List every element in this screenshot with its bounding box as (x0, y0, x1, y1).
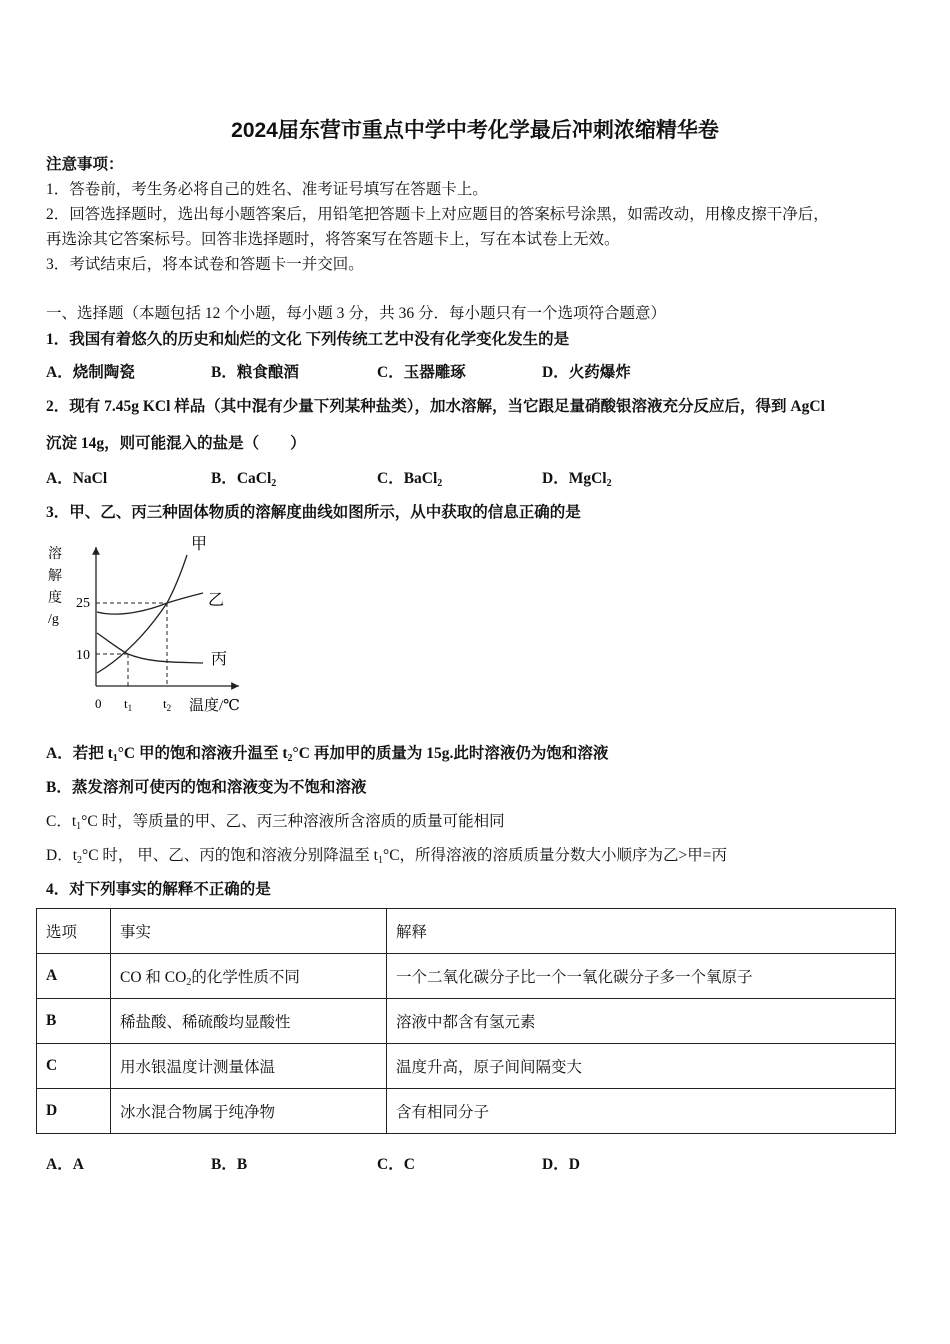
table-header-row (37, 909, 896, 954)
curve-label-bing: 丙 (211, 651, 228, 668)
header-cell: 选项 (37, 909, 111, 954)
curve-label-yi: 乙 (208, 592, 225, 609)
reason-cell: 温度升高，原子间间隔变大 (387, 1044, 896, 1089)
q1-option-d: D．火药爆炸 (542, 364, 631, 381)
q2-option-b: B．CaCl$_2$ (211, 470, 277, 489)
x-axis-label: 温度/℃ (189, 698, 240, 714)
reason-cell: 含有相同分子 (387, 1089, 896, 1134)
notice-heading: 注意事项： (46, 156, 124, 173)
section-heading: 一、选择题（本题包括 12 个小题，每小题 3 分，共 36 分．每小题只有一个选项符合题意） (46, 305, 667, 322)
question-3-stem: 3．甲、乙、丙三种固体物质的溶解度曲线如图所示，从中获取的信息正确的是 (46, 504, 581, 521)
fact-cell: 冰水混合物属于纯净物 (111, 1089, 387, 1134)
header-cell: 事实 (111, 909, 387, 954)
question-4-stem: 4．对下列事实的解释不正确的是 (46, 881, 271, 898)
q1-option-b: B．粮食酿酒 (211, 364, 299, 381)
q3-option-b: B．蒸发溶剂可使丙的饱和溶液变为不饱和溶液 (46, 779, 367, 796)
q4-option-a: A．A (46, 1156, 84, 1173)
option-cell: C (37, 1044, 111, 1089)
q1-option-a: A．烧制陶瓷 (46, 364, 135, 381)
page-title: 2024届东营市重点中学中考化学最后冲刺浓缩精华卷 (231, 119, 719, 142)
y-tick-label: 10 (76, 648, 90, 663)
x-tick-label-t2: $t_2$ (163, 696, 172, 713)
y-axis-label-char: 解 (48, 569, 62, 584)
q3-option-d: D．$t_2^\circ C$ 时， 甲、乙、丙的饱和溶液分别降温至 $t_1^\circ C$，所得溶液的溶质质量分数大小顺序为乙>甲=丙 (46, 847, 728, 866)
q4-option-d: D．D (542, 1156, 580, 1173)
notice-item: 2．回答选择题时，选出每小题答案后，用铅笔把答题卡上对应题目的答案标号涂黑，如需改动，用橡皮擦干净后， (46, 206, 829, 223)
option-cell: B (37, 999, 111, 1044)
x-origin-label: 0 (95, 696, 102, 711)
question-2-stem-cont: 沉淀 14g，则可能混入的盐是（ ） (46, 435, 306, 452)
table-row (37, 954, 896, 999)
q1-option-c: C．玉器雕琢 (377, 364, 466, 381)
header-cell: 解释 (387, 909, 896, 954)
question-1-stem: 1．我国有着悠久的历史和灿烂的文化 下列传统工艺中没有化学变化发生的是 (46, 331, 570, 348)
q3-option-c: C．$t_1^\circ C$ 时，等质量的甲、乙、丙三种溶液所含溶质的质量可能相同 (46, 813, 505, 832)
question-2-stem: 2．现有 7.45g KCl 样品（其中混有少量下列某种盐类），加水溶解，当它跟足量硝酸银溶液充分反应后，得到 AgCl (46, 398, 825, 415)
y-axis-label-char: 度 (48, 591, 62, 606)
solubility-curve-chart (40, 530, 260, 720)
y-axis-label-char: /g (48, 612, 59, 627)
curve-yi (97, 593, 203, 614)
curve-bing (97, 633, 203, 663)
q2-option-c: C．BaCl$_2$ (377, 470, 443, 489)
fact-cell: CO 和 $CO_2$的化学性质不同 (111, 954, 387, 999)
notice-item: 1．答卷前，考生务必将自己的姓名、准考证号填写在答题卡上。 (46, 181, 488, 198)
option-cell: A (37, 954, 111, 999)
reason-cell: 溶液中都含有氢元素 (387, 999, 896, 1044)
table-row (37, 1044, 896, 1089)
reason-cell: 一个二氧化碳分子比一个一氧化碳分子多一个氧原子 (387, 954, 896, 999)
y-tick-label: 25 (76, 596, 90, 611)
x-tick-label-t1: $t_1$ (124, 696, 133, 713)
q4-option-c: C．C (377, 1156, 415, 1173)
fact-cell: 稀盐酸、稀硫酸均显酸性 (111, 999, 387, 1044)
curve-label-jia: 甲 (191, 536, 208, 553)
q2-option-d: D．MgCl$_2$ (542, 470, 612, 489)
q2-option-a: A．NaCl (46, 470, 108, 487)
table-row (37, 1089, 896, 1134)
notice-item: 再选涂其它答案标号。回答非选择题时，将答案写在答题卡上，写在本试卷上无效。 (46, 231, 620, 248)
facts-table (36, 908, 896, 1134)
option-cell: D (37, 1089, 111, 1134)
q4-option-b: B．B (211, 1156, 248, 1173)
y-axis-label-char: 溶 (48, 547, 62, 562)
fact-cell: 用水银温度计测量体温 (111, 1044, 387, 1089)
table-row (37, 999, 896, 1044)
q3-option-a: A．若把 $t_1^\circ C$ 甲的饱和溶液升温至 $t_2^\circ C$ 再加甲的质量为 15g.此时溶液仍为饱和溶液 (46, 745, 609, 764)
notice-item: 3．考试结束后，将本试卷和答题卡一并交回。 (46, 256, 364, 273)
